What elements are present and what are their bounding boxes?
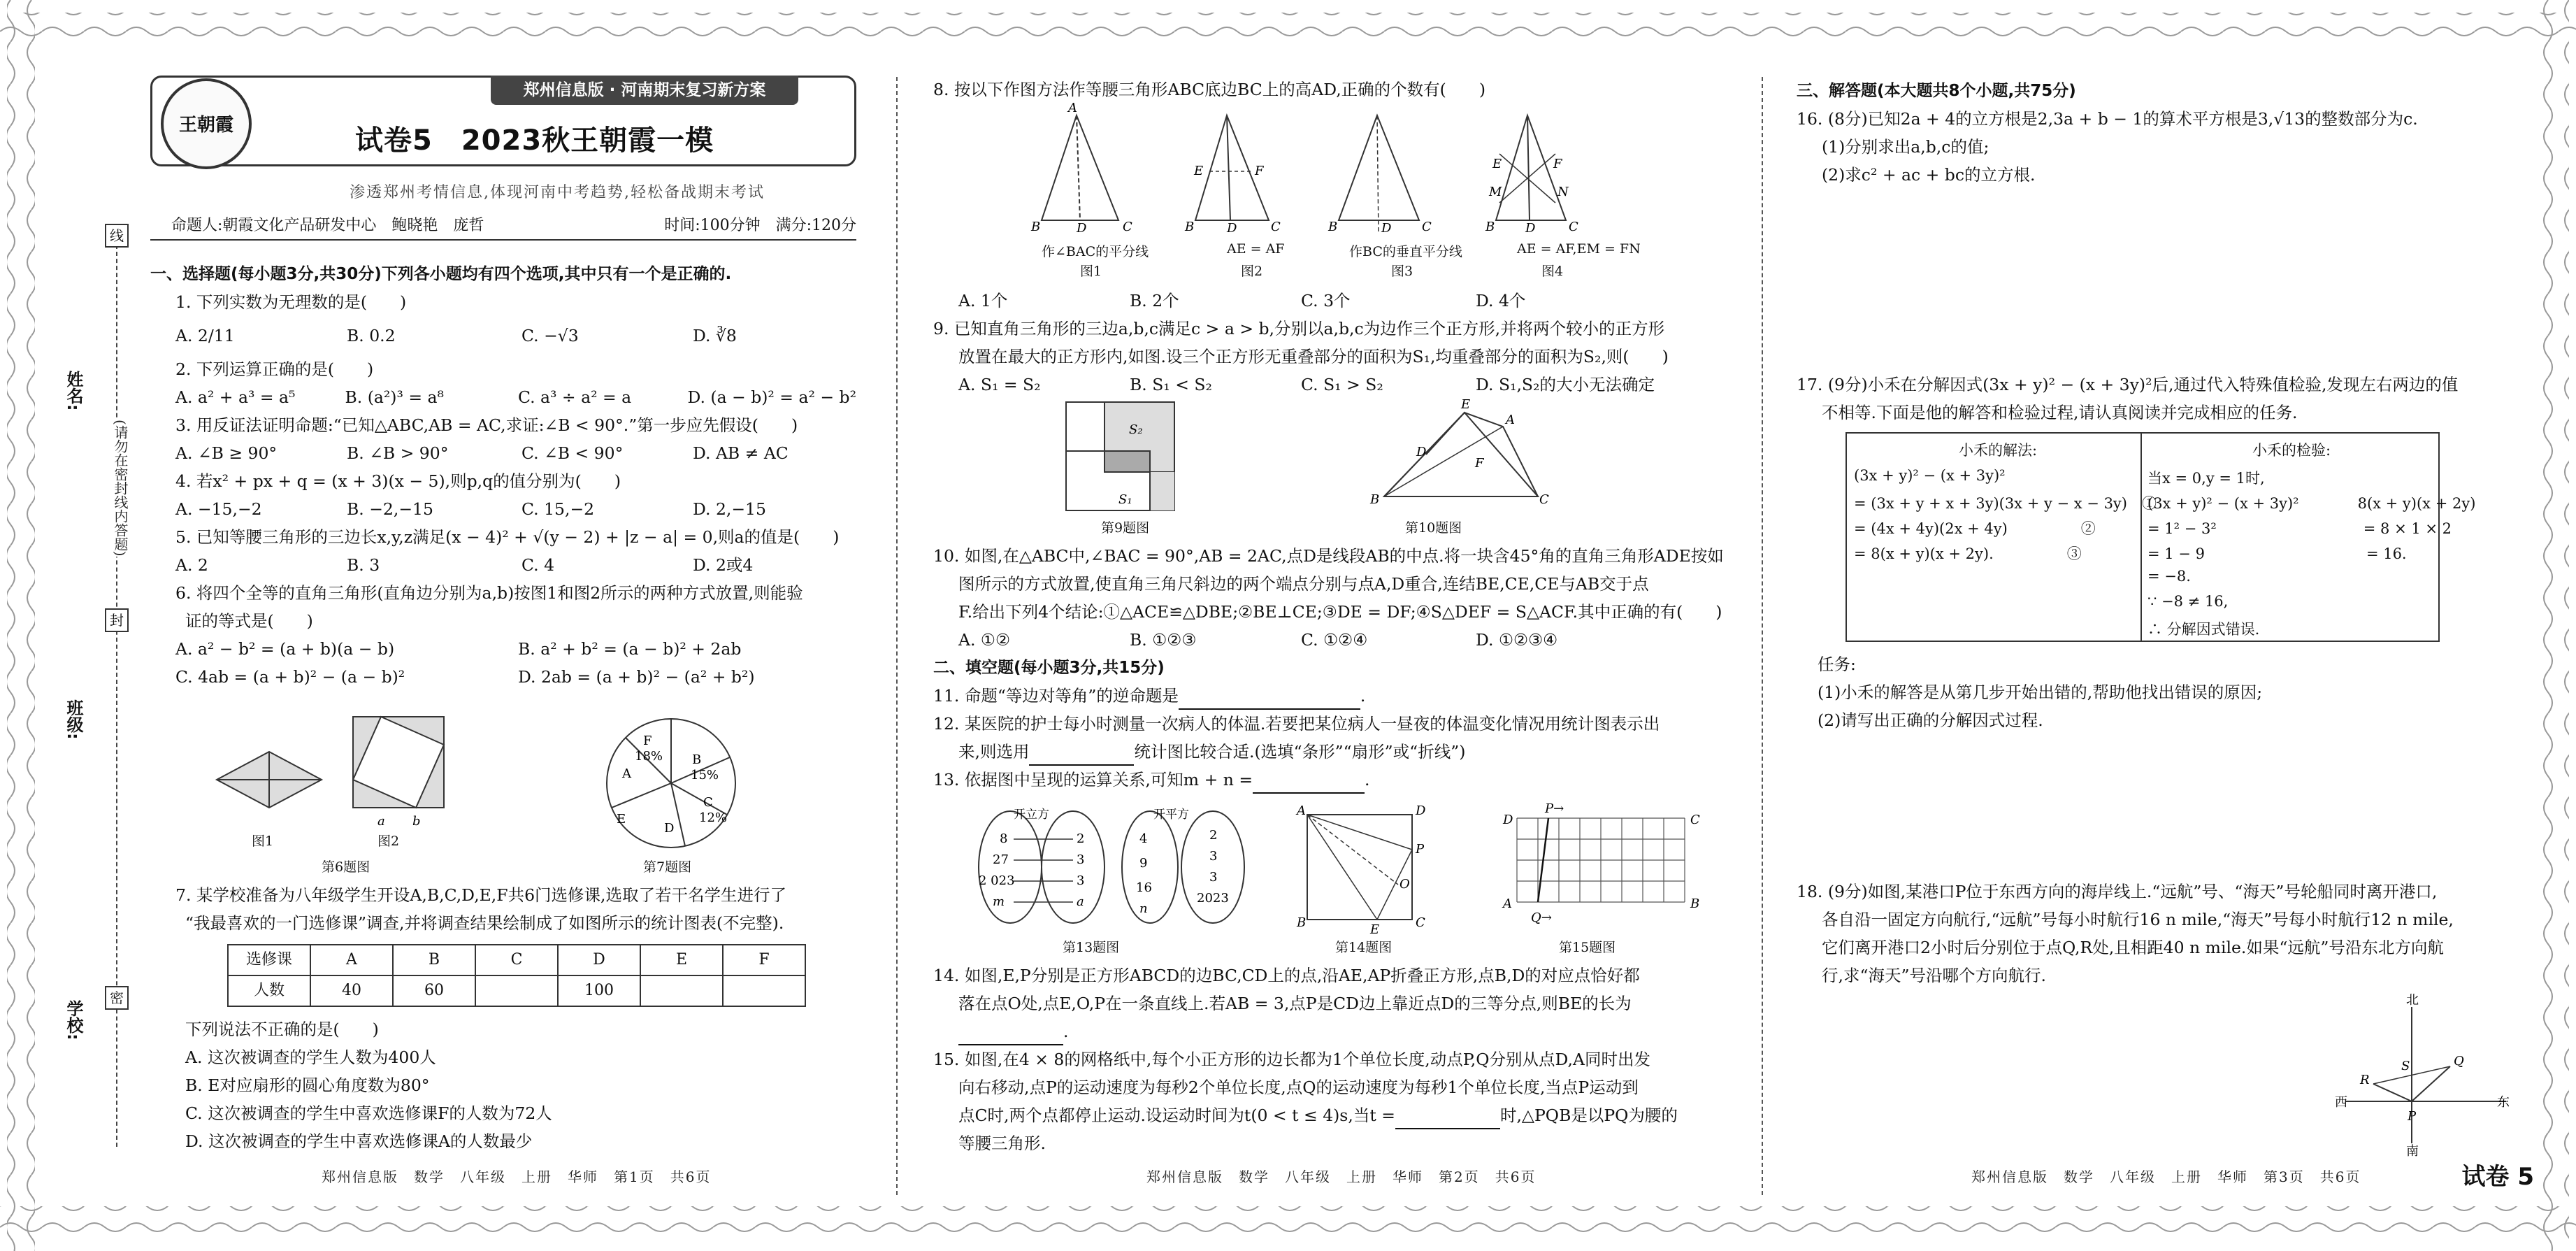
q9-stem: 9. 已知直角三角形的三边a,b,c满足c > a > b,分别以a,b,c为边作三个正方形,并将两个较小的正方形 bbox=[933, 319, 1665, 338]
q8-q9-block bbox=[933, 287, 1709, 399]
footer-page-1: 郑州信息版 数学 八年级 上册 华师 第1页 共6页 bbox=[322, 1168, 712, 1185]
q2-options bbox=[150, 383, 856, 411]
q10-option-d: D. ①②③④ bbox=[1476, 630, 1558, 650]
q2-stem: 2. 下列运算正确的是( ) bbox=[175, 359, 374, 379]
solution-step: (3x + y)² − (x + 3y)² bbox=[1854, 467, 2006, 484]
q6-stem-cont: 证的等式是( ) bbox=[185, 611, 313, 631]
check-step: ∴ 分解因式错误. bbox=[2147, 621, 2260, 638]
answer-blank[interactable] bbox=[1029, 746, 1134, 766]
q14-q15-block bbox=[933, 962, 1709, 1157]
check-step: = −8. bbox=[2147, 568, 2191, 585]
check-step: = 1 − 9 = 16. bbox=[2147, 545, 2407, 562]
q8-option-d: D. 4个 bbox=[1476, 291, 1526, 310]
svg-text:B: B bbox=[1185, 220, 1195, 234]
q2-option-c: C. a³ ÷ a² = a bbox=[517, 387, 632, 407]
q3-option-a: A. ∠B ≥ 90° bbox=[175, 443, 278, 463]
seal-char-feng: 封 bbox=[105, 608, 129, 632]
q13: 13. 依据图中呈现的运算关系,可知m + n = . bbox=[933, 766, 1709, 794]
table-header-cell: F bbox=[723, 945, 805, 975]
q5-options bbox=[150, 551, 856, 579]
svg-text:E: E bbox=[1461, 397, 1471, 412]
svg-text:F: F bbox=[1255, 164, 1264, 178]
seal-char-xian: 线 bbox=[105, 224, 129, 248]
q13-value: m bbox=[993, 894, 1005, 909]
q8-options bbox=[933, 287, 1709, 315]
logo-text: 王朝霞 bbox=[178, 115, 233, 136]
point-q: Q bbox=[2454, 1054, 2464, 1068]
q9-option-b: B. S₁ < S₂ bbox=[1130, 375, 1212, 394]
school-field-label: 学校: bbox=[64, 1000, 83, 1041]
svg-text:B: B bbox=[1031, 220, 1041, 234]
q12 bbox=[933, 738, 1709, 766]
q14-stem: 14. 如图,E,P分别是正方形ABCD的边BC,CD上的点,沿AE,AP折叠正方形,点B,D的对应点恰好都 bbox=[933, 966, 1640, 985]
q15-stem-cont: 点C时,两个点都停止运动.设运动时间为t(0 < t ≤ 4)s,当t = bbox=[958, 1106, 1395, 1125]
q13-stem: 13. 依据图中呈现的运算关系,可知m + n = bbox=[933, 770, 1253, 789]
svg-text:C: C bbox=[1422, 220, 1432, 234]
svg-text:S₂: S₂ bbox=[1129, 422, 1143, 437]
compass-west: 西 bbox=[2335, 1095, 2347, 1110]
q12-stem-cont: 来,则选用 bbox=[958, 742, 1030, 762]
q1-option-c: C. −√3 bbox=[521, 326, 579, 345]
q13-label-cube-root: 开立方 bbox=[1014, 808, 1049, 822]
pie-pct-b: 15% bbox=[691, 768, 719, 782]
column-1 bbox=[150, 260, 856, 691]
pie-label-f: F bbox=[643, 734, 652, 748]
q13-value: 2 023 bbox=[979, 873, 1015, 888]
q9-q10-figures bbox=[1063, 399, 1622, 521]
column-divider bbox=[1762, 77, 1763, 1195]
q4-stem: 4. 若x² + px + q = (x + 3)(x − 5),则p,q的值分别为( ) bbox=[175, 471, 621, 491]
svg-text:D: D bbox=[1416, 803, 1426, 818]
class-field-label: 班级: bbox=[64, 699, 83, 740]
table-cell bbox=[640, 975, 723, 1006]
q8-option-c: C. 3个 bbox=[1301, 291, 1351, 310]
q15-stem-cont: 向右移动,点P的运动速度为每秒2个单位长度,点Q的运动速度为每秒1个单位长度,当点P运动到 bbox=[958, 1078, 1639, 1097]
q13-label-square-root: 开平方 bbox=[1153, 808, 1189, 822]
solution-heading: 小禾的解法: bbox=[1959, 442, 2038, 459]
q16-part2: (2)求c² + ac + bc的立方根. bbox=[1822, 165, 2036, 185]
q10-q12-block bbox=[933, 542, 1724, 794]
q13-value: 2 bbox=[1077, 831, 1085, 846]
q14-answer-line: . bbox=[933, 1017, 1709, 1045]
q8-option-b: B. 2个 bbox=[1130, 291, 1179, 310]
check-step: (3x + y)² − (x + 3y)² 8(x + y)(x + 2y) bbox=[2147, 495, 2476, 512]
q13-value: a bbox=[1077, 894, 1084, 909]
q5-option-b: B. 3 bbox=[347, 555, 380, 575]
point-r: R bbox=[2360, 1073, 2370, 1087]
fig2-caption: 图2 bbox=[377, 834, 400, 849]
svg-text:C: C bbox=[1569, 220, 1578, 234]
q5-option-c: C. 4 bbox=[521, 555, 555, 575]
q17-task bbox=[1818, 650, 2517, 734]
check-heading: 小禾的检验: bbox=[2252, 442, 2331, 459]
q13-value: 9 bbox=[1139, 856, 1148, 871]
svg-text:F: F bbox=[1553, 157, 1562, 171]
q15-stem-cont: 时,△PQB是以PQ为腰的 bbox=[1499, 1106, 1678, 1125]
q8-fig1 bbox=[1030, 101, 1132, 236]
q18-stem-end: 行,求“海天”号沿哪个方向航行. bbox=[1822, 966, 2046, 985]
q8-fig2-caption: 图2 bbox=[1241, 264, 1263, 279]
fig10-caption: 第10题图 bbox=[1405, 520, 1462, 536]
svg-text:D: D bbox=[1227, 221, 1237, 236]
q8-fig1-caption: 图1 bbox=[1080, 264, 1102, 279]
table-cell bbox=[723, 975, 805, 1006]
svg-text:C: C bbox=[1123, 220, 1132, 234]
q1-stem: 1. 下列实数为无理数的是( ) bbox=[175, 292, 407, 312]
seal-line bbox=[116, 238, 117, 1147]
q7-option-a: A. 这次被调查的学生人数为400人 bbox=[185, 1048, 436, 1067]
pie-pct-c: 12% bbox=[699, 810, 728, 825]
q2-option-b: B. (a²)³ = a⁸ bbox=[345, 387, 444, 407]
seal-char-mi: 密 bbox=[105, 986, 129, 1010]
table-header-cell: A bbox=[310, 945, 393, 975]
paper-number-tag: 试卷 5 bbox=[2461, 1163, 2534, 1191]
q10-stem-cont: 图所示的方式放置,使直角三角尺斜边的两个端点分别与点A,D重合,连结BE,CE,CE与AB交于点 bbox=[958, 574, 1649, 594]
edition-banner: 郑州信息版 · 河南期末复习新方案 bbox=[491, 76, 798, 105]
pie-pct-f: 18% bbox=[635, 749, 663, 764]
answer-blank[interactable] bbox=[1179, 690, 1360, 710]
q13-value: 3 bbox=[1077, 873, 1085, 888]
q4-option-d: D. 2,−15 bbox=[693, 499, 766, 519]
q15-grid-figure bbox=[1502, 801, 1700, 925]
q9-figure bbox=[1066, 402, 1174, 510]
svg-text:B: B bbox=[1328, 220, 1338, 234]
answer-blank[interactable] bbox=[958, 1026, 1063, 1045]
q18-stem-cont: 各自沿一固定方向航行,“远航”号每小时航行16 n mile,“海天”号每小时航行12 n mile, bbox=[1822, 910, 2454, 929]
q1-option-b: B. 0.2 bbox=[347, 326, 396, 345]
section-2-title: 二、填空题(每小题3分,共15分) bbox=[933, 659, 1165, 677]
q10-stem-cont: F.给出下列4个结论:①△ACE≌△DBE;②BE⊥CE;③DE = DF;④S△DEF = S△ACF.其中正确的有( ) bbox=[958, 602, 1722, 622]
q7-block bbox=[150, 881, 856, 1155]
table-header-cell: 选修课 bbox=[228, 945, 310, 975]
q13-value: 3 bbox=[1209, 870, 1218, 885]
solution-step: = 8(x + y)(x + 2y). ③ bbox=[1854, 545, 2082, 562]
fig7-caption: 第7题图 bbox=[643, 859, 692, 875]
check-step: ∵ −8 ≠ 16, bbox=[2147, 593, 2229, 610]
q8-fig4-method: AE = AF,EM = FN bbox=[1517, 241, 1641, 257]
q14-stem-cont: 落在点O处,点E,O,P在一条直线上.若AB = 3,点P是CD边上靠近点D的三等分点,则BE的长为 bbox=[958, 994, 1632, 1013]
svg-text:O: O bbox=[1399, 877, 1410, 892]
svg-text:A: A bbox=[1503, 896, 1512, 911]
svg-text:Q→: Q→ bbox=[1531, 910, 1552, 925]
fig6-caption: 第6题图 bbox=[322, 859, 370, 875]
compass-east: 东 bbox=[2497, 1095, 2510, 1110]
table-cell: 100 bbox=[558, 975, 640, 1006]
fig13-caption: 第13题图 bbox=[1063, 940, 1120, 955]
q15-stem: 15. 如图,在4 × 8的网格纸中,每个小正方形的边长都为1个单位长度,动点P,Q分别从点D,A同时出发 bbox=[933, 1050, 1650, 1069]
answer-blank[interactable] bbox=[1253, 774, 1365, 794]
fig1-caption: 图1 bbox=[252, 834, 274, 849]
table-header-cell: D bbox=[558, 945, 640, 975]
q10-options bbox=[933, 626, 1709, 654]
q9-option-d: D. S₁,S₂的大小无法确定 bbox=[1476, 375, 1655, 394]
q13-value: 8 bbox=[1000, 831, 1008, 846]
q5-option-a: A. 2 bbox=[175, 555, 208, 575]
svg-text:D: D bbox=[1525, 221, 1536, 236]
q8-fig2-method: AE = AF bbox=[1227, 241, 1285, 257]
paper-title: 试卷5 2023秋王朝霞一模 bbox=[355, 124, 714, 157]
q13-figure-2 bbox=[1122, 808, 1244, 923]
q7-option-c: C. 这次被调查的学生中喜欢选修课F的人数为72人 bbox=[185, 1103, 552, 1123]
svg-text:A: A bbox=[1068, 101, 1077, 115]
q3-option-c: C. ∠B < 90° bbox=[521, 443, 624, 463]
pie-label-a: A bbox=[622, 766, 631, 781]
svg-text:F: F bbox=[1475, 456, 1484, 471]
q10-figure bbox=[1369, 397, 1549, 507]
q11: 11. 命题“等边对等角”的逆命题是 . bbox=[933, 682, 1709, 710]
q13-value: 4 bbox=[1139, 831, 1148, 846]
point-p: P bbox=[2408, 1109, 2417, 1124]
table-cell: 人数 bbox=[228, 975, 310, 1006]
svg-text:E: E bbox=[1194, 164, 1204, 178]
fig15-caption: 第15题图 bbox=[1559, 940, 1616, 955]
q13-figure bbox=[979, 808, 1104, 923]
fig2-label-a: a bbox=[377, 814, 385, 829]
q2-option-d: D. (a − b)² = a² − b² bbox=[687, 387, 856, 407]
q12-stem: 12. 某医院的护士每小时测量一次病人的体温.若要把某位病人一昼夜的体温变化情况用统计图表示出 bbox=[933, 714, 1660, 734]
section-3-title: 三、解答题(本大题共8个小题,共75分) bbox=[1797, 82, 2076, 100]
table-header-cell: B bbox=[393, 945, 475, 975]
q1-option-a: A. 2/11 bbox=[175, 326, 235, 345]
q13-value: 2023 bbox=[1197, 891, 1229, 906]
q8-fig3-method: 作BC的垂直平分线 bbox=[1349, 244, 1462, 259]
svg-text:C: C bbox=[1690, 813, 1700, 827]
q1-option-d: D. ∛8 bbox=[693, 326, 737, 345]
q8-fig2 bbox=[1184, 115, 1281, 236]
svg-text:D: D bbox=[1077, 221, 1087, 236]
pie-label-e: E bbox=[617, 812, 626, 827]
svg-text:D: D bbox=[1503, 813, 1513, 827]
table-cell: 40 bbox=[310, 975, 393, 1006]
svg-text:C: C bbox=[1539, 492, 1549, 507]
q6-q7-figures bbox=[210, 713, 839, 874]
q8-fig1-method: 作∠BAC的平分线 bbox=[1042, 244, 1149, 259]
q17-block bbox=[1797, 371, 2510, 427]
svg-text:N: N bbox=[1557, 185, 1569, 199]
divider bbox=[150, 239, 856, 241]
svg-text:C: C bbox=[1271, 220, 1281, 234]
q4-option-a: A. −15,−2 bbox=[175, 499, 262, 519]
task-label: 任务: bbox=[1818, 655, 1856, 674]
q3-stem: 3. 用反证法证明命题:“已知△ABC,AB = AC,求证:∠B < 90°.”第一步应先假设( ) bbox=[175, 415, 798, 435]
svg-text:B: B bbox=[1370, 492, 1380, 507]
pie-label-c: C bbox=[703, 795, 713, 810]
fig2-label-b: b bbox=[412, 814, 421, 829]
svg-text:S₁: S₁ bbox=[1118, 492, 1132, 507]
slogan: 渗透郑州考情信息,体现河南中考趋势,轻松备战期末考试 bbox=[350, 184, 765, 201]
solution-step: = (3x + y + x + 3y)(3x + y − x − 3y) ① bbox=[1854, 495, 2157, 512]
q8-figures bbox=[1028, 101, 1601, 252]
pie-label-d: D bbox=[664, 821, 675, 836]
q4-options bbox=[150, 495, 856, 523]
q8-fig3 bbox=[1327, 115, 1432, 236]
fig9-caption: 第9题图 bbox=[1101, 520, 1150, 536]
name-field-label: 姓名: bbox=[64, 371, 83, 411]
q12-stem-end: 统计图比较合适.(选填“条形”“扇形”或“折线”) bbox=[1134, 742, 1466, 762]
fig14-caption: 第14题图 bbox=[1335, 940, 1393, 955]
svg-text:P→: P→ bbox=[1545, 801, 1564, 816]
q5-stem: 5. 已知等腰三角形的三边长x,y,z满足(x − 4)² + √(y − 2) + |z − a| = 0,则a的值是( ) bbox=[175, 527, 840, 547]
q13-value: 3 bbox=[1077, 852, 1085, 867]
svg-text:E: E bbox=[1492, 157, 1502, 171]
svg-text:B: B bbox=[1297, 915, 1307, 930]
task-2: (2)请写出正确的分解因式过程. bbox=[1818, 710, 2043, 730]
svg-text:E: E bbox=[1370, 922, 1380, 937]
q13-value: 2 bbox=[1209, 828, 1218, 843]
column-2 bbox=[933, 76, 1709, 103]
q8-stem: 8. 按以下作图方法作等腰三角形ABC底边BC上的高AD,正确的个数有( ) bbox=[933, 80, 1486, 99]
q10-option-b: B. ①②③ bbox=[1130, 630, 1197, 650]
q3-options bbox=[150, 439, 856, 467]
table-cell bbox=[475, 975, 558, 1006]
q6-stem: 6. 将四个全等的直角三角形(直角边分别为a,b)按图1和图2所示的两种方式放置,则能验 bbox=[175, 583, 803, 603]
paper-meta bbox=[171, 213, 856, 235]
q18-block bbox=[1797, 878, 2531, 989]
answer-blank[interactable] bbox=[1395, 1110, 1500, 1129]
q7-stats-table bbox=[227, 944, 806, 1007]
q9-option-a: A. S₁ = S₂ bbox=[958, 375, 1041, 394]
q17-stem: 17. (9分)小禾在分解因式(3x + y)² − (x + 3y)²后,通过代入特殊值检验,发现左右两边的值 bbox=[1797, 375, 2459, 394]
q6-options-row1 bbox=[150, 635, 856, 663]
table-header-cell: C bbox=[475, 945, 558, 975]
q8-fig3-caption: 图3 bbox=[1391, 264, 1413, 279]
q5-option-d: D. 2或4 bbox=[693, 555, 754, 575]
svg-text:B: B bbox=[1485, 220, 1495, 234]
time-score: 时间:100分钟 满分:120分 bbox=[664, 217, 856, 234]
table-header-cell: E bbox=[640, 945, 723, 975]
q4-option-b: B. −2,−15 bbox=[347, 499, 433, 519]
q3-option-d: D. AB ≠ AC bbox=[693, 443, 789, 463]
svg-text:P: P bbox=[1416, 842, 1425, 857]
point-s: S bbox=[2401, 1059, 2410, 1073]
svg-text:D: D bbox=[1381, 221, 1392, 236]
svg-text:A: A bbox=[1506, 413, 1515, 427]
q13-q15-figures bbox=[972, 801, 1706, 937]
svg-text:C: C bbox=[1416, 915, 1425, 930]
q6-options-row2 bbox=[150, 663, 856, 691]
q4-option-c: C. 15,−2 bbox=[521, 499, 595, 519]
box-divider bbox=[2140, 434, 2142, 641]
pie-label-b: B bbox=[692, 752, 702, 767]
q17-solution-box bbox=[1845, 432, 2476, 642]
q11-stem: 11. 命题“等边对等角”的逆命题是 bbox=[933, 686, 1179, 706]
solution-step: = (4x + 4y)(2x + 4y) ② bbox=[1854, 520, 2096, 537]
q17-stem-cont: 不相等.下面是他的解答和检验过程,请认真阅读并完成相应的任务. bbox=[1822, 403, 2298, 422]
q10-option-a: A. ①② bbox=[958, 630, 1011, 650]
q9-option-c: C. S₁ > S₂ bbox=[1301, 375, 1383, 394]
q7-option-d: D. 这次被调查的学生中喜欢选修课A的人数最少 bbox=[185, 1131, 533, 1151]
svg-text:M: M bbox=[1489, 185, 1502, 199]
check-step: = 1² − 3² = 8 × 1 × 2 bbox=[2147, 520, 2452, 537]
seal-note: (请勿在密封线内答题) bbox=[110, 420, 131, 557]
svg-text:D: D bbox=[1416, 445, 1427, 459]
q6-option-b: B. a² + b² = (a − b)² + 2ab bbox=[518, 639, 742, 659]
q15-stem-end: 等腰三角形. bbox=[958, 1134, 1046, 1153]
q6-option-a: A. a² − b² = (a + b)(a − b) bbox=[175, 639, 395, 659]
q6-option-d: D. 2ab = (a + b)² − (a² + b²) bbox=[518, 667, 755, 687]
q7-stem: 7. 某学校准备为八年级学生开设A,B,C,D,E,F共6门选修课,选取了若干名学生进行了 bbox=[175, 885, 787, 905]
q7-question: 下列说法不正确的是( ) bbox=[185, 1020, 379, 1039]
q14-figure bbox=[1295, 803, 1426, 937]
q3-option-b: B. ∠B > 90° bbox=[347, 443, 449, 463]
svg-text:A: A bbox=[1297, 803, 1306, 818]
q15 bbox=[933, 1101, 1709, 1129]
q18-stem: 18. (9分)如图,某港口P位于东西方向的海岸线上.“远航”号、“海天”号轮船同时离开港口, bbox=[1797, 882, 2438, 901]
section-1-title: 一、选择题(每小题3分,共30分)下列各小题均有四个选项,其中只有一个是正确的. bbox=[150, 265, 732, 283]
footer-page-3: 郑州信息版 数学 八年级 上册 华师 第3页 共6页 bbox=[1971, 1168, 2361, 1185]
paper-header bbox=[150, 76, 856, 166]
check-step: 当x = 0,y = 1时, bbox=[2147, 470, 2265, 487]
q13-value: n bbox=[1139, 901, 1148, 916]
q10-stem: 10. 如图,在△ABC中,∠BAC = 90°,AB = 2AC,点D是线段AB的中点.将一块含45°角的直角三角形ADE按如 bbox=[933, 546, 1724, 566]
q7-stem-cont: “我最喜欢的一门选修课”调查,并将调查结果绘制成了如图所示的统计图表(不完整). bbox=[185, 913, 784, 933]
column-divider bbox=[896, 77, 898, 1195]
q7-option-b: B. E对应扇形的圆心角度数为80° bbox=[185, 1075, 430, 1095]
q9-options bbox=[933, 371, 1709, 399]
compass-south: 南 bbox=[2406, 1144, 2419, 1159]
q2-option-a: A. a² + a³ = a⁵ bbox=[175, 387, 296, 407]
column-3 bbox=[1797, 77, 2510, 189]
q1-options bbox=[150, 316, 856, 355]
footer-page-2: 郑州信息版 数学 八年级 上册 华师 第2页 共6页 bbox=[1146, 1168, 1537, 1185]
table-cell: 60 bbox=[393, 975, 475, 1006]
author-line: 命题人:朝霞文化产品研发中心 鲍晓艳 庞哲 bbox=[171, 217, 484, 234]
q13-value: 16 bbox=[1136, 880, 1152, 895]
q16-part1: (1)分别求出a,b,c的值; bbox=[1822, 137, 1989, 157]
q13-value: 3 bbox=[1209, 849, 1218, 864]
q9-stem-cont: 放置在最大的正方形内,如图.设三个正方形无重叠部分的面积为S₁,均重叠部分的面积为S₂,则( ) bbox=[958, 347, 1669, 366]
q8-option-a: A. 1个 bbox=[958, 291, 1008, 310]
q16-stem: 16. (8分)已知2a + 4的立方根是2,3a + b − 1的算术平方根是3,√13的整数部分为c. bbox=[1797, 109, 2418, 129]
svg-text:B: B bbox=[1690, 896, 1700, 911]
q18-compass-figure bbox=[2335, 993, 2510, 1159]
q8-fig4 bbox=[1485, 115, 1578, 236]
q10-option-c: C. ①②④ bbox=[1301, 630, 1368, 650]
q18-stem-cont: 它们离开港口2小时后分别位于点Q,R处,且相距40 n mile.如果“远航”号沿东北方向航 bbox=[1822, 938, 2444, 957]
brand-logo bbox=[161, 78, 252, 169]
q8-fig4-caption: 图4 bbox=[1541, 264, 1564, 279]
q13-value: 27 bbox=[993, 852, 1009, 867]
compass-north: 北 bbox=[2406, 993, 2419, 1008]
task-1: (1)小禾的解答是从第几步开始出错的,帮助他找出错误的原因; bbox=[1818, 682, 2263, 702]
q6-option-c: C. 4ab = (a + b)² − (a − b)² bbox=[175, 667, 405, 687]
